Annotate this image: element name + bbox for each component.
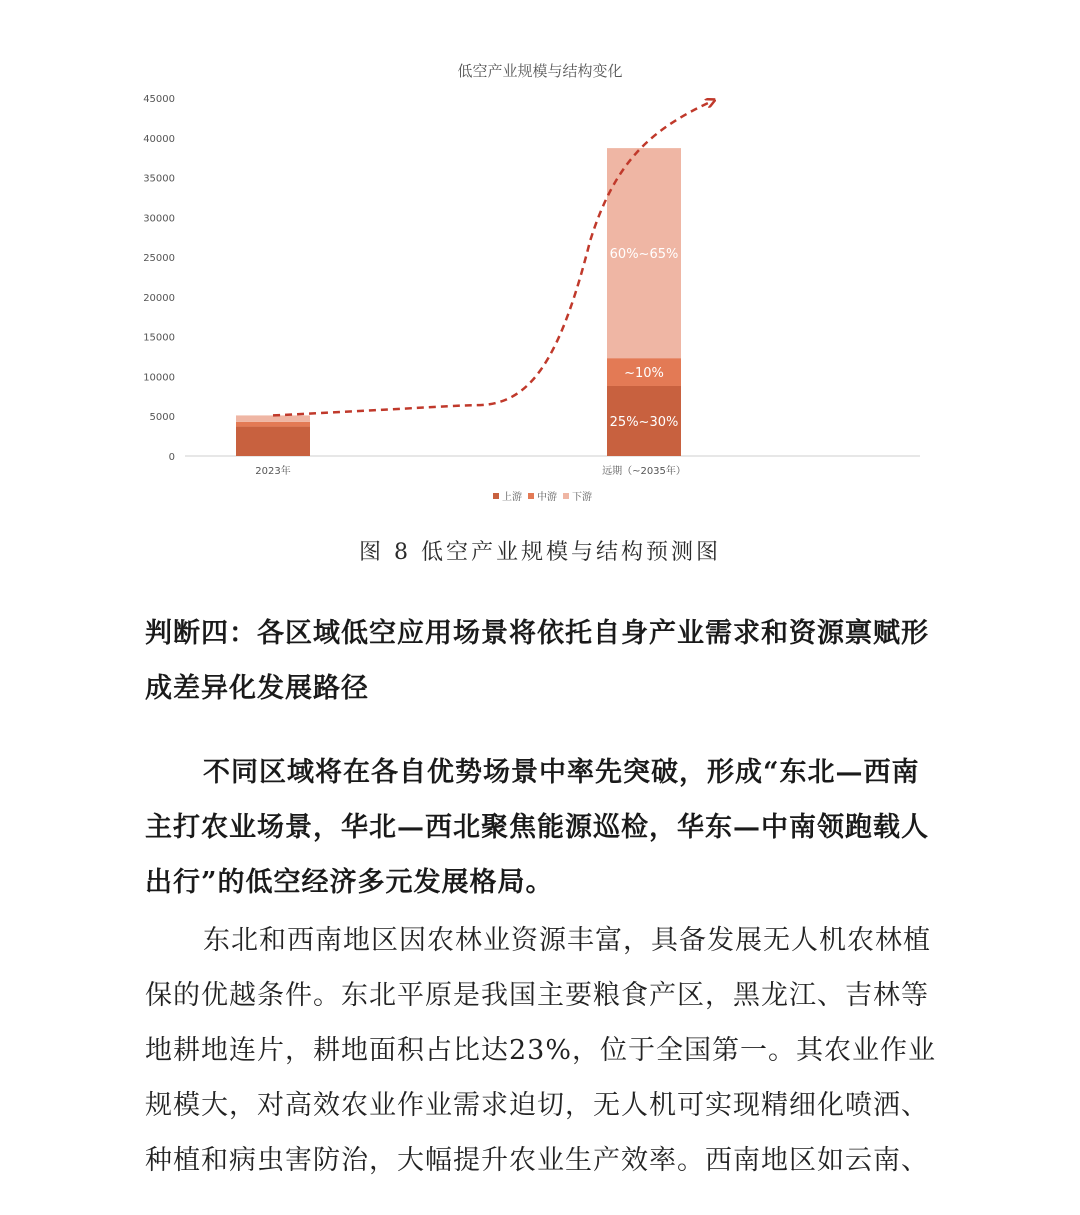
y-tick-label: 25000 <box>143 253 175 265</box>
y-tick-label: 10000 <box>143 372 175 384</box>
legend-label: 下游 <box>572 492 592 503</box>
y-tick-label: 30000 <box>143 213 175 225</box>
legend-swatch <box>493 493 499 499</box>
legend-label: 中游 <box>537 492 557 503</box>
data-label: 25%~30% <box>609 414 679 430</box>
y-tick-label: 15000 <box>143 332 175 344</box>
y-tick-label: 20000 <box>143 292 175 304</box>
chart-figure <box>0 0 1080 520</box>
x-tick-label: 远期（~2035年） <box>602 466 686 477</box>
y-tick-label: 0 <box>168 452 175 463</box>
bar-segment <box>236 422 310 427</box>
section-heading: 判断四：各区域低空应用场景将依托自身产业需求和资源禀赋形成差异化发展路径 <box>145 618 929 704</box>
legend-swatch <box>563 493 569 499</box>
summary-paragraph: 不同区域将在各自优势场景中率先突破，形成“东北—西南主打农业场景，华北—西北聚焦能源巡检，华东—中南领跑载人出行”的低空经济多元发展格局。 <box>145 757 929 898</box>
body-paragraph: 东北和西南地区因农林业资源丰富，具备发展无人机农林植保的优越条件。东北平原是我国主要粮食产区，黑龙江、吉林等地耕地连片，耕地面积占比达23%，位于全国第一。其农业作业规模大，对高效农业作业需求迫切，无人机可实现精细化喷洒、种植和病虫害防治，大幅提升农业生产效率。西南地区如云南、 <box>145 925 937 1176</box>
legend-swatch <box>528 493 534 499</box>
data-label: ~10% <box>624 366 664 382</box>
chart-title: 低空产业规模与结构变化 <box>457 62 623 80</box>
bar-segment <box>236 415 310 421</box>
x-tick-label: 2023年 <box>255 466 291 477</box>
y-tick-label: 40000 <box>143 133 175 145</box>
y-tick-label: 45000 <box>143 94 175 105</box>
legend-label: 上游 <box>502 492 522 503</box>
y-tick-label: 5000 <box>149 412 175 424</box>
data-label: 60%~65% <box>609 247 679 263</box>
bar-segment <box>236 427 310 456</box>
y-tick-label: 35000 <box>143 173 175 185</box>
stacked-bar-chart <box>0 0 1080 520</box>
figure-caption: 图 8 低空产业规模与结构预测图 <box>359 540 721 565</box>
